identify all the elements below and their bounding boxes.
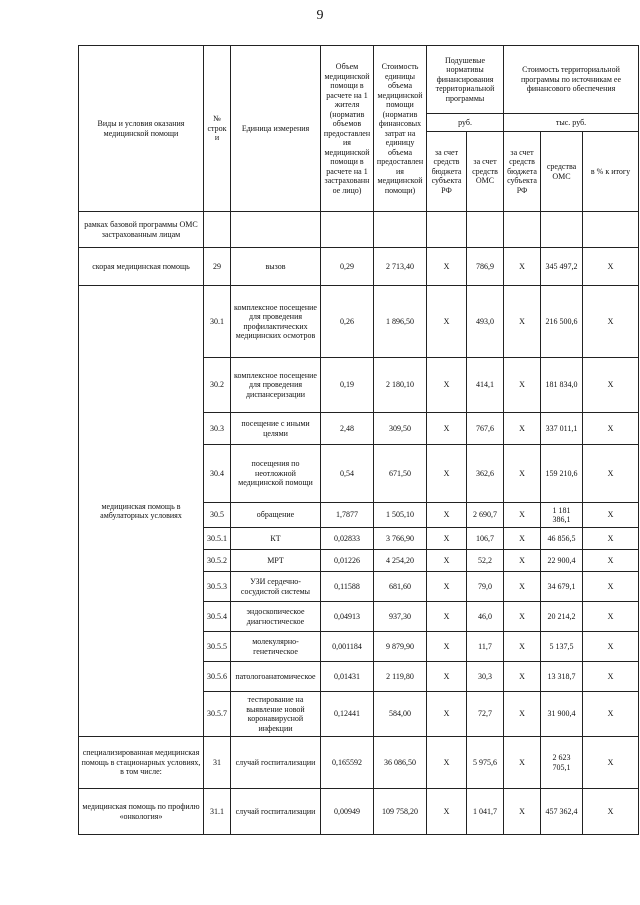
table-row [79,248,639,286]
row-budget-2: X [504,413,541,445]
row-budget-2: X [504,692,541,737]
row-number: 29 [204,248,231,286]
row-number: 30.5.4 [204,602,231,632]
row-oms: 30,3 [467,662,504,692]
row-unit: МРТ [231,550,321,572]
row-budget-2: X [504,572,541,602]
row-oms: 11,7 [467,632,504,662]
row-budget: X [427,286,467,358]
row-unit: посещения по неотложной медицинской помощи [231,445,321,503]
row-oms-2: 2 623 705,1 [541,737,583,789]
row-unit: посещение с иными целями [231,413,321,445]
row-unit: комплексное посещение для проведения диспансеризации [231,358,321,413]
outpatient-label: медицинская помощь в амбулаторных условиях [79,286,204,737]
row-number: 30.4 [204,445,231,503]
row-number: 31 [204,737,231,789]
row-percent: X [583,286,639,358]
row-volume: 0,02833 [321,528,374,550]
row-oms-2: 337 011,1 [541,413,583,445]
row-budget: X [427,692,467,737]
row-cost: 109 758,20 [374,789,427,835]
row-cost: 671,50 [374,445,427,503]
row-percent: X [583,662,639,692]
row-percent: X [583,248,639,286]
row-cost: 2 180,10 [374,358,427,413]
row-budget-2: X [504,737,541,789]
row-unit: комплексное посещение для проведения профилактических медицинских осмотров [231,286,321,358]
header-unit-thous-rub: тыс. руб. [504,114,639,132]
row-cost: 2 119,80 [374,662,427,692]
header-kind: Виды и условия оказания медицинской помощи [79,46,204,212]
row-number: 30.5.2 [204,550,231,572]
row-volume: 1,7877 [321,503,374,528]
row-percent: X [583,358,639,413]
row-number: 31.1 [204,789,231,835]
row-oms: 46,0 [467,602,504,632]
row-volume: 0,001184 [321,632,374,662]
row-percent: X [583,737,639,789]
row-cost: 9 879,90 [374,632,427,662]
row-cost: 4 254,20 [374,550,427,572]
row-unit: молекулярно-генетическое [231,632,321,662]
row-percent: X [583,572,639,602]
header-unit: Единица измерения [231,46,321,212]
row-unit: тестирование на выявление новой коронавирусной инфекции [231,692,321,737]
row-oms-2: 34 679,1 [541,572,583,602]
row-volume: 0,29 [321,248,374,286]
row-oms: 767,6 [467,413,504,445]
header-oms-2: средства ОМС [541,132,583,212]
row-cost: 1 505,10 [374,503,427,528]
row-number: 30.5.6 [204,662,231,692]
row-budget: X [427,602,467,632]
row-oms: 362,6 [467,445,504,503]
row-volume: 0,19 [321,358,374,413]
row-budget: X [427,445,467,503]
row-oms: 2 690,7 [467,503,504,528]
row-volume: 0,11588 [321,572,374,602]
row-unit: УЗИ сердечно-сосудистой системы [231,572,321,602]
row-percent: X [583,692,639,737]
row-budget: X [427,789,467,835]
row-label: скорая медицинская помощь [79,248,204,286]
row-percent: X [583,602,639,632]
row-budget-2: X [504,503,541,528]
row-volume: 0,01226 [321,550,374,572]
row-number: 30.5.3 [204,572,231,602]
row-oms: 5 975,6 [467,737,504,789]
row-oms: 79,0 [467,572,504,602]
row-budget-2: X [504,789,541,835]
row-oms-2: 1 181 386,1 [541,503,583,528]
row-budget-2: X [504,602,541,632]
header-volume: Объем медицинской помощи в расчете на 1 жителя (норматив объемов предоставления медицинской помощи в расчете на 1 застрахованное лицо) [321,46,374,212]
row-budget: X [427,413,467,445]
row-cost: 937,30 [374,602,427,632]
row-label: медицинская помощь по профилю «онкология» [79,789,204,835]
row-budget-2: X [504,550,541,572]
header-per-capita-norms: Подушевые нормативы финансирования территориальной программы [427,46,504,114]
row-percent: X [583,550,639,572]
table-row [79,737,639,789]
header-unit-cost: Стоимость единицы объема медицинской помощи (норматив финансовых затрат на единицу объема предоставления медицинской помощи) [374,46,427,212]
row-budget: X [427,632,467,662]
row-oms: 493,0 [467,286,504,358]
row-unit: вызов [231,248,321,286]
row-oms-2: 31 900,4 [541,692,583,737]
row-volume: 0,01431 [321,662,374,692]
row-oms: 1 041,7 [467,789,504,835]
row-volume: 0,04913 [321,602,374,632]
row-cost: 309,50 [374,413,427,445]
header-program-cost: Стоимость территориальной программы по источникам ее финансового обеспечения [504,46,639,114]
row-budget-2: X [504,632,541,662]
row-cost: 584,00 [374,692,427,737]
row-unit: эндоскопическое диагностическое [231,602,321,632]
row-budget-2: X [504,662,541,692]
row-unit: обращение [231,503,321,528]
row-oms-2: 13 318,7 [541,662,583,692]
header-budget: за счет средств бюджета субъекта РФ [427,132,467,212]
row-oms-2: 159 210,6 [541,445,583,503]
row-unit: случай госпитализации [231,737,321,789]
row-budget: X [427,358,467,413]
row-percent: X [583,413,639,445]
row-budget-2: X [504,358,541,413]
row-budget: X [427,248,467,286]
page-number: 9 [316,8,324,23]
intro-label: рамках базовой программы ОМС застрахованным лицам [79,212,204,248]
row-number: 30.5.5 [204,632,231,662]
row-budget-2: X [504,248,541,286]
row-oms: 72,7 [467,692,504,737]
financing-table [78,45,639,835]
row-cost: 36 086,50 [374,737,427,789]
row-cost: 3 766,90 [374,528,427,550]
header-row-number: № строки [204,46,231,212]
row-volume: 2,48 [321,413,374,445]
row-oms-2: 345 497,2 [541,248,583,286]
row-percent: X [583,789,639,835]
table-row [79,789,639,835]
row-oms: 52,2 [467,550,504,572]
row-budget: X [427,550,467,572]
row-oms-2: 20 214,2 [541,602,583,632]
row-budget: X [427,662,467,692]
row-oms-2: 46 856,5 [541,528,583,550]
row-oms-2: 216 500,6 [541,286,583,358]
row-number: 30.5 [204,503,231,528]
header-percent: в % к итогу [583,132,639,212]
row-percent: X [583,503,639,528]
row-budget: X [427,737,467,789]
row-oms: 414,1 [467,358,504,413]
row-budget-2: X [504,445,541,503]
row-oms-2: 22 900,4 [541,550,583,572]
row-volume: 0,54 [321,445,374,503]
row-percent: X [583,445,639,503]
row-number: 30.2 [204,358,231,413]
row-budget-2: X [504,286,541,358]
row-volume: 0,12441 [321,692,374,737]
row-budget: X [427,503,467,528]
row-budget: X [427,572,467,602]
table-row [79,286,639,358]
row-cost: 1 896,50 [374,286,427,358]
row-label: специализированная медицинская помощь в стационарных условиях, в том числе: [79,737,204,789]
row-number: 30.5.7 [204,692,231,737]
row-number: 30.1 [204,286,231,358]
row-budget-2: X [504,528,541,550]
row-oms-2: 457 362,4 [541,789,583,835]
row-oms-2: 5 137,5 [541,632,583,662]
row-volume: 0,165592 [321,737,374,789]
row-unit: патологоанатомическое [231,662,321,692]
row-volume: 0,00949 [321,789,374,835]
row-unit: случай госпитализации [231,789,321,835]
row-volume: 0,26 [321,286,374,358]
row-cost: 2 713,40 [374,248,427,286]
header-oms: за счет средств ОМС [467,132,504,212]
row-oms-2: 181 834,0 [541,358,583,413]
header-unit-rub: руб. [427,114,504,132]
header-budget-2: за счет средств бюджета субъекта РФ [504,132,541,212]
row-number: 30.5.1 [204,528,231,550]
row-percent: X [583,632,639,662]
row-unit: КТ [231,528,321,550]
row-oms: 786,9 [467,248,504,286]
row-percent: X [583,528,639,550]
row-budget: X [427,528,467,550]
row-cost: 681,60 [374,572,427,602]
row-number: 30.3 [204,413,231,445]
row-oms: 106,7 [467,528,504,550]
